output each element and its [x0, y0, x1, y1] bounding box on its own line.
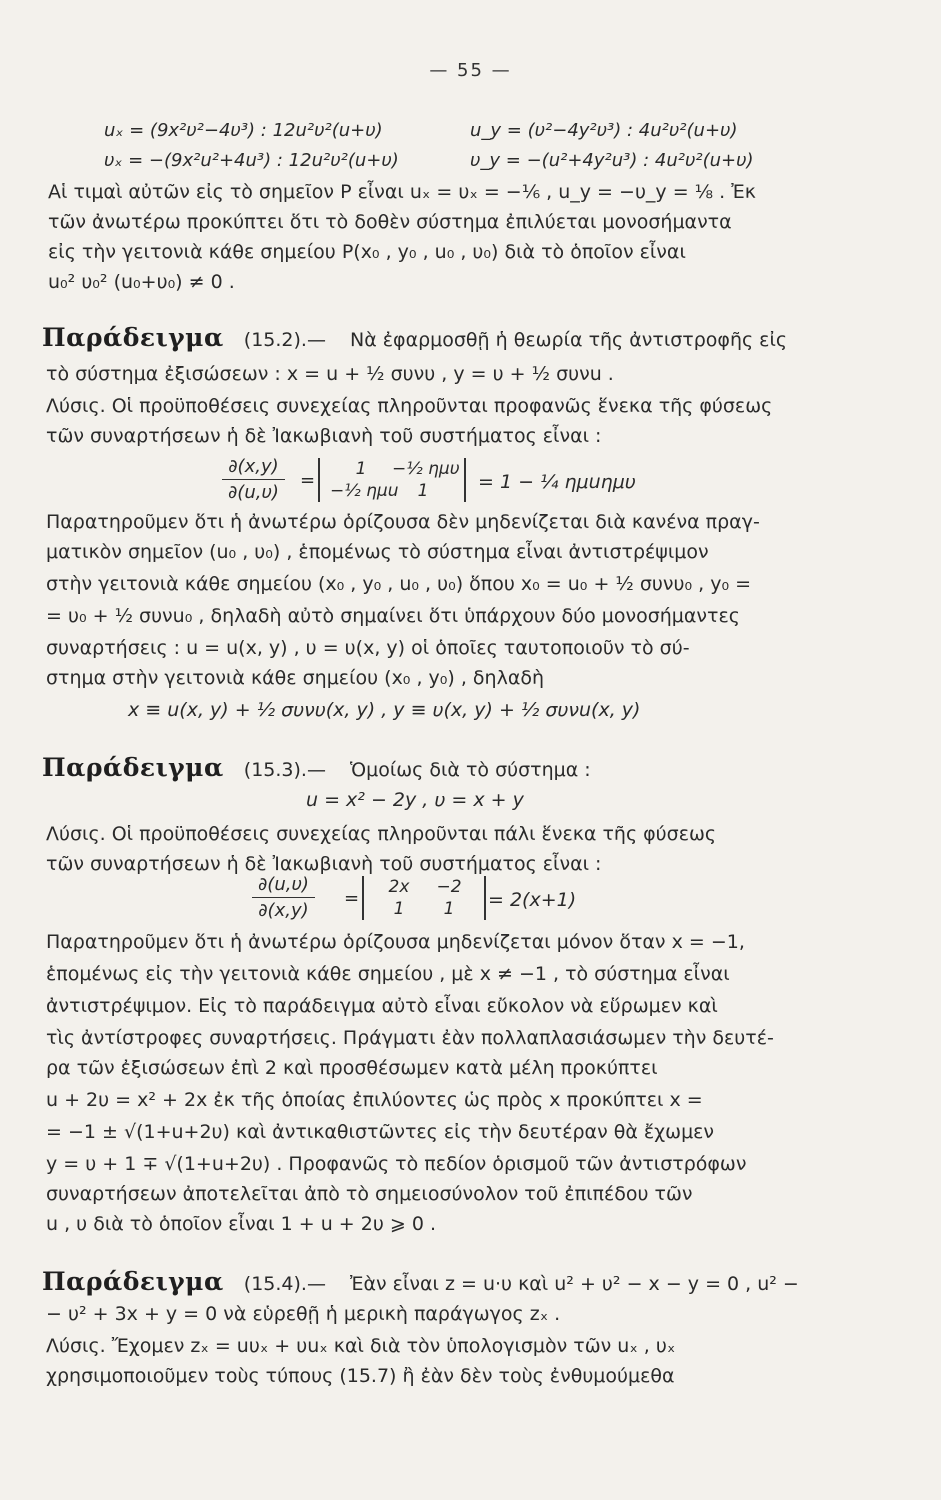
jacobian-numerator: ∂(u,υ) — [258, 874, 309, 895]
equals-sign: = — [344, 888, 360, 909]
example-15-2-after-5: συναρτήσεις : u = u(x, y) , υ = υ(x, y) οἱ ὁποῖες ταυτοποιοῦν τὸ σύ- — [46, 637, 690, 659]
example-15-2-after-1: Παρατηροῦμεν ὅτι ἡ ἀνωτέρω ὁρίζουσα δὲν μηδενίζεται διὰ κανένα πραγ- — [46, 511, 760, 533]
example-number: (15.3).— — [243, 759, 326, 781]
example-15-3-line-1: Λύσις. Οἱ προϋποθέσεις συνεχείας πληροῦνται πάλι ἕνεκα τῆς φύσεως — [46, 823, 717, 845]
example-15-2-after-2: ματικὸν σημεῖον (u₀ , υ₀) , ἑπομένως τὸ σύστημα εἶναι ἀντιστρέψιμον — [46, 541, 709, 563]
example-15-3-intro: Ὁμοίως διὰ τὸ σύστημα : — [350, 759, 591, 781]
example-15-3-heading — [42, 753, 591, 782]
jacobian-determinant — [318, 458, 466, 502]
example-15-2-after-6: στημα στὴν γειτονιὰ κάθε σημείου (x₀ , y₀) , δηλαδὴ — [46, 667, 545, 689]
example-15-2-line-1: Νὰ ἐφαρμοσθῇ ἡ θεωρία τῆς ἀντιστροφῆς εἰς — [350, 329, 788, 351]
example-15-3-after-9: συναρτήσεων ἀποτελεῖται ἀπὸ τὸ σημειοσύνολον τοῦ ἐπιπέδου τῶν — [46, 1183, 693, 1205]
example-15-3-after-6: u + 2υ = x² + 2x ἐκ τῆς ὁποίας ἐπιλύοντες ὡς πρὸς x προκύπτει x = — [46, 1089, 703, 1111]
equation-vy: υ_y = −(u²+4y²u³) : 4u²υ²(u+υ) — [470, 150, 754, 171]
example-15-4-line-1: Ἐὰν εἶναι z = u·υ καὶ u² + υ² − x − y = 0 , u² − — [350, 1273, 799, 1295]
intro-line-1: Αἱ τιμαὶ αὐτῶν εἰς τὸ σημεῖον P εἶναι uₓ = υₓ = −⅙ , u_y = −υ_y = ⅛ . Ἐκ — [48, 181, 756, 203]
equation-uy: u_y = (υ²−4y²υ³) : 4u²υ²(u+υ) — [470, 120, 738, 141]
example-15-2-heading — [42, 323, 788, 352]
fraction-bar — [252, 897, 315, 898]
example-15-2-identities: x ≡ u(x, y) + ½ συνυ(x, y) , y ≡ υ(x, y) + ½ συνu(x, y) — [128, 699, 641, 721]
equation-vx: υₓ = −(9x²u²+4u³) : 12u²υ²(u+υ) — [104, 150, 399, 171]
example-15-4-line-3: Λύσις. Ἔχομεν zₓ = uυₓ + υuₓ καὶ διὰ τὸν ὑπολογισμὸν τῶν uₓ , υₓ — [46, 1335, 676, 1357]
jacobian-denominator: ∂(x,y) — [258, 900, 309, 921]
det-cell: 1 — [417, 481, 429, 501]
example-15-3-after-10: u , υ διὰ τὸ ὁποῖον εἶναι 1 + u + 2υ ⩾ 0 . — [46, 1213, 436, 1235]
example-15-2-after-3: στὴν γειτονιὰ κάθε σημείου (x₀ , y₀ , u₀ , υ₀) ὅπου x₀ = u₀ + ½ συνυ₀ , y₀ = — [46, 573, 752, 595]
jacobian-denominator: ∂(u,υ) — [228, 482, 279, 503]
example-15-3-after-3: ἀντιστρέψιμον. Εἰς τὸ παράδειγμα αὐτὸ εἶναι εὔκολον νὰ εὕρωμεν καὶ — [46, 995, 718, 1017]
jacobian-numerator: ∂(x,y) — [228, 456, 279, 477]
jacobian-result: = 2(x+1) — [488, 889, 577, 911]
example-15-4-line-2: − υ² + 3x + y = 0 νὰ εὑρεθῇ ἡ μερικὴ παράγωγος zₓ . — [46, 1303, 561, 1325]
det-cell: −½ ημυ — [392, 459, 460, 479]
example-number: (15.4).— — [243, 1273, 326, 1295]
example-15-4-heading — [42, 1267, 799, 1296]
example-15-4-line-4: χρησιμοποιοῦμεν τοὺς τύπους (15.7) ἢ ἐὰν δὲν τοὺς ἐνθυμούμεθα — [46, 1365, 675, 1387]
example-15-2-line-2: τὸ σύστημα ἐξισώσεων : x = u + ½ συνυ , y = υ + ½ συνu . — [46, 363, 614, 385]
example-15-3-after-7: = −1 ± √(1+u+2υ) καὶ ἀντικαθιστῶντες εἰς τὴν δευτέραν θὰ ἔχωμεν — [46, 1121, 715, 1143]
page-number: — 55 — — [429, 60, 512, 81]
example-15-2-line-3: Λύσις. Οἱ προϋποθέσεις συνεχείας πληροῦνται προφανῶς ἕνεκα τῆς φύσεως — [46, 395, 773, 417]
fraction-bar — [222, 479, 285, 480]
jacobian-result: = 1 − ¼ ημuημυ — [478, 471, 636, 493]
jacobian-determinant — [362, 876, 486, 920]
example-15-2-after-4: = υ₀ + ½ συνu₀ , δηλαδὴ αὐτὸ σημαίνει ὅτι ὑπάρχουν δύο μονοσήμαντες — [46, 605, 740, 627]
jacobian-fraction — [252, 874, 315, 921]
det-cell: 1 — [355, 459, 367, 479]
intro-line-2: τῶν ἀνωτέρω προκύπτει ὅτι τὸ δοθὲν σύστημα ἐπιλύεται μονοσήμαντα — [48, 211, 732, 233]
example-heading: Παράδειγμα — [42, 323, 224, 352]
example-15-3-system: u = x² − 2y , υ = x + y — [306, 789, 524, 811]
jacobian-fraction — [222, 456, 285, 503]
example-15-3-after-8: y = υ + 1 ∓ √(1+u+2υ) . Προφανῶς τὸ πεδίον ὁρισμοῦ τῶν ἀντιστρόφων — [46, 1153, 747, 1175]
det-cell: 1 — [443, 899, 455, 919]
example-15-3-after-2: ἑπομένως εἰς τὴν γειτονιὰ κάθε σημείου , μὲ x ≠ −1 , τὸ σύστημα εἶναι — [46, 963, 730, 985]
example-15-3-after-1: Παρατηροῦμεν ὅτι ἡ ἀνωτέρω ὁρίζουσα μηδενίζεται μόνον ὅταν x = −1, — [46, 931, 745, 953]
det-cell: 1 — [393, 899, 405, 919]
example-15-3-line-2: τῶν συναρτήσεων ἡ δὲ Ἰακωβιανὴ τοῦ συστήματος εἶναι : — [46, 853, 602, 875]
det-cell: 2x — [388, 877, 410, 897]
example-15-2-line-4: τῶν συναρτήσεων ἡ δὲ Ἰακωβιανὴ τοῦ συστήματος εἶναι : — [46, 425, 602, 447]
det-cell: −½ ημu — [330, 481, 399, 501]
example-heading: Παράδειγμα — [42, 1267, 224, 1296]
example-15-3-after-4: τὶς ἀντίστροφες συναρτήσεις. Πράγματι ἐὰν πολλαπλασιάσωμεν τὴν δευτέ- — [46, 1027, 774, 1049]
example-15-3-after-5: ρα τῶν ἐξισώσεων ἐπὶ 2 καὶ προσθέσωμεν κατὰ μέλη προκύπτει — [46, 1057, 658, 1079]
example-heading: Παράδειγμα — [42, 753, 224, 782]
equals-sign: = — [300, 470, 316, 491]
example-number: (15.2).— — [243, 329, 326, 351]
intro-line-4: u₀² υ₀² (u₀+υ₀) ≠ 0 . — [48, 271, 235, 293]
det-cell: −2 — [436, 877, 462, 897]
equation-ux: uₓ = (9x²υ²−4υ³) : 12u²υ²(u+υ) — [104, 120, 383, 141]
intro-line-3: εἰς τὴν γειτονιὰ κάθε σημείου P(x₀ , y₀ , u₀ , υ₀) διὰ τὸ ὁποῖον εἶναι — [48, 241, 686, 263]
